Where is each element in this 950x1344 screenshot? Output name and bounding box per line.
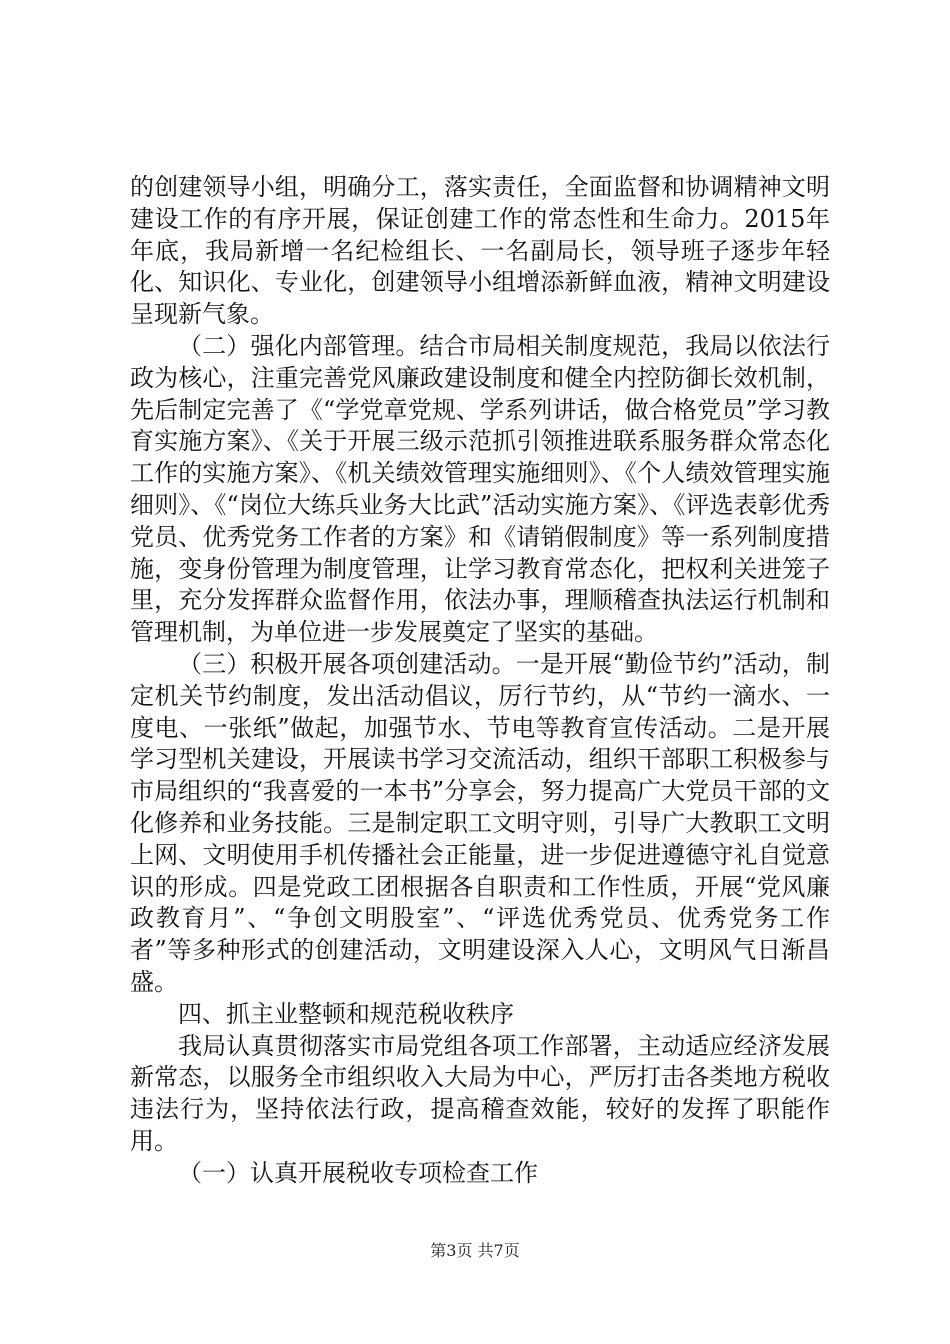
paragraph-tax-order: 我局认真贯彻落实市局党组各项工作部署，主动适应经济发展新常态，以服务全市组织收入大局为中心，严厉打击各类地方税收违法行为，坚持依法行政，提高稽查效能，较好的发挥了职能作用。 [130, 1031, 830, 1155]
section-heading-four: 四、抓主业整顿和规范税收秩序 [178, 999, 514, 1028]
paragraph-continuation: 的创建领导小组，明确分工，落实责任，全面监督和协调精神文明建设工作的有序开展，保证创建工作的常态性和生命力。2015年年底，我局新增一名纪检组长、一名副局长，领导班子逐步年轻化、知识化、专业化，创建领导小组增添新鲜血液，精神文明建设呈现新气象。 [130, 173, 830, 329]
page-footer: 第3页 共7页 [430, 1241, 520, 1260]
paragraph-internal-management: （二）强化内部管理。结合市局相关制度规范，我局以依法行政为核心，注重完善党风廉政建设制度和健全内控防御长效机制，先后制定完善了《“学党章党规、学系列讲话，做合格党员”学习教育实施方案》、《关于开展三级示范抓引领推进联系服务群众常态化工作的实施方案》、《机关绩效管理实施细则》、《个人绩效管理实施细则》、《“岗位大练兵业务大比武”活动实施方案》、《评选表彰优秀党员、优秀党务工作者的方案》和《请销假制度》等一系列制度措施，变身份管理为制度管理，让学习教育常态化，把权利关进笼子里，充分发挥群众监督作用，依法办事，理顺稽查执法运行机制和管理机制，为单位进一步发展奠定了坚实的基础。 [130, 331, 830, 647]
subsection-heading-one: （一）认真开展税收专项检查工作 [178, 1158, 538, 1187]
document-body [130, 172, 830, 1190]
paragraph-creation-activities: （三）积极开展各项创建活动。一是开展“勤俭节约”活动，制定机关节约制度，发出活动倡议，厉行节约，从“节约一滴水、一度电、一张纸”做起，加强节水、节电等教育宣传活动。二是开展学习型机关建设，开展读书学习交流活动，组织干部职工积极参与市局组织的“我喜爱的一本书”分享会，努力提高广大党员干部的文化修养和业务技能。三是制定职工文明守则，引导广大教职工文明上网、文明使用手机传播社会正能量，进一步促进遵德守礼自觉意识的形成。四是党政工团根据各自职责和工作性质，开展“党风廉政教育月”、“争创文明股室”、“评选优秀党员、优秀党务工作者”等多种形式的创建活动，文明建设深入人心，文明风气日渐昌盛。 [130, 649, 830, 996]
